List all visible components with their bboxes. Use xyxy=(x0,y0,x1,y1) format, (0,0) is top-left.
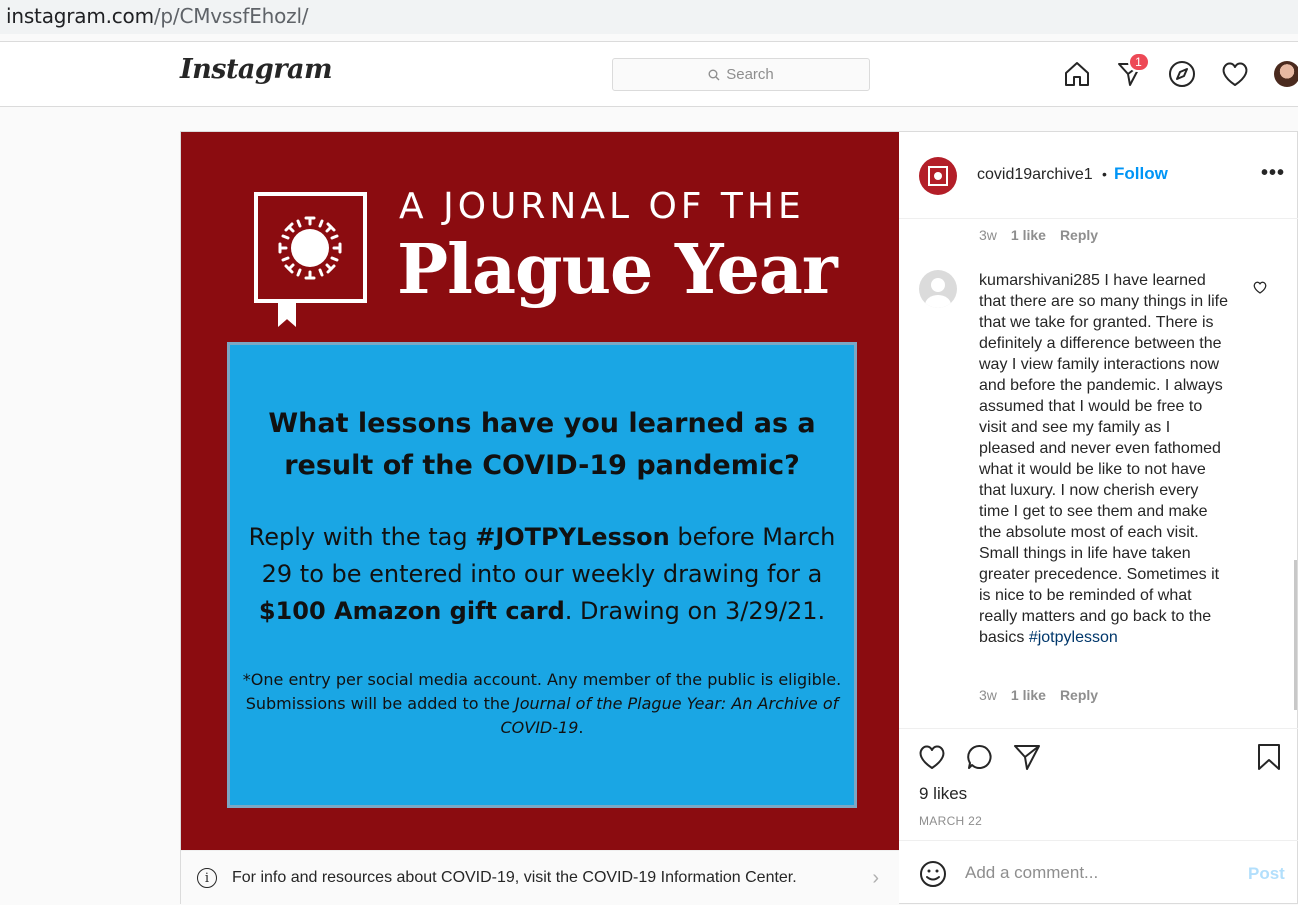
image-title-line2: Plague Year xyxy=(397,230,837,310)
reply-mid: before March 29 to be entered into our weekly drawing for a xyxy=(261,523,836,588)
commenter-avatar[interactable] xyxy=(919,270,957,308)
notification-badge: 1 xyxy=(1128,52,1150,72)
post-comment-button[interactable]: Post xyxy=(1248,864,1285,883)
direct-message-icon[interactable] xyxy=(1115,55,1145,89)
profile-avatar[interactable] xyxy=(1272,59,1298,89)
post-actions xyxy=(899,728,1298,840)
image-question: What lessons have you learned as a result of the COVID-19 pandemic? xyxy=(268,408,816,481)
reply-button[interactable]: Reply xyxy=(1059,227,1099,243)
info-icon: i xyxy=(197,868,217,888)
avatar xyxy=(1274,61,1298,87)
comments-list[interactable] xyxy=(899,220,1298,728)
reply-tag: #JOTPYLesson xyxy=(475,523,670,551)
reply-button[interactable]: Reply xyxy=(1059,687,1099,703)
like-heart-icon[interactable] xyxy=(917,742,947,772)
reply-pre: Reply with the tag xyxy=(248,523,476,551)
comment-bubble-icon[interactable] xyxy=(965,742,995,772)
post-header xyxy=(899,132,1298,219)
post-side-panel xyxy=(899,132,1298,905)
previous-comment-meta xyxy=(979,227,1098,243)
post-container xyxy=(180,131,1298,904)
account-username[interactable]: covid19archive1 xyxy=(977,166,1093,183)
fine-pre: *One entry per social media account. Any member of the public is eligible. Submissions will be added to the xyxy=(242,670,842,713)
add-comment-input[interactable] xyxy=(965,863,1225,883)
url-text[interactable] xyxy=(6,4,308,28)
journal-emblem-icon xyxy=(254,192,367,303)
instagram-logo[interactable]: Instagram xyxy=(180,54,333,85)
fine-italic: Journal of the Plague Year: An Archive of COVID-19 xyxy=(500,694,839,737)
covid-info-banner[interactable] xyxy=(181,850,899,905)
image-fine-print xyxy=(230,668,854,740)
browser-url-bar[interactable] xyxy=(0,0,1298,34)
likes-count[interactable]: 9 likes xyxy=(919,784,968,803)
explore-icon[interactable] xyxy=(1167,59,1197,89)
comment-meta xyxy=(979,687,1098,703)
comment-age: 3w xyxy=(979,227,997,243)
search-placeholder: Search xyxy=(726,66,774,83)
comment-body: I have learned that there are so many things in life that we take for granted. There is definitely a difference between the way I view family interactions now and before the pandemic. I always assumed that I would be free to visit and see my family as I pleased and never even fathomed what it would be like to not have that luxury. I now cherish every time I get to see them and make the absolute most of each visit. Small things in life have taken greater precedence. Sometimes it is nice to be reminded of what really matters and go back to the basics xyxy=(979,272,1229,646)
image-text-box xyxy=(227,342,857,808)
comment-text xyxy=(979,270,1229,648)
comment-like-heart-icon[interactable] xyxy=(1253,281,1267,299)
search-box[interactable] xyxy=(612,58,870,91)
comment-age: 3w xyxy=(979,687,997,703)
journal-logo-icon xyxy=(928,166,948,186)
add-comment-bar xyxy=(899,840,1298,905)
top-nav xyxy=(0,41,1298,107)
image-reply-text xyxy=(230,519,854,630)
reply-prize: $100 Amazon gift card xyxy=(258,597,565,625)
url-host: instagram.com xyxy=(6,4,154,28)
more-options-icon[interactable]: ••• xyxy=(1261,162,1286,184)
chevron-right-icon: › xyxy=(872,866,879,889)
comment-hashtag[interactable]: #jotpylesson xyxy=(1028,629,1118,646)
image-title-line1: A JOURNAL OF THE xyxy=(399,186,805,227)
search-icon xyxy=(708,69,720,81)
activity-heart-icon[interactable] xyxy=(1220,59,1250,89)
comments-scrollbar[interactable] xyxy=(1294,560,1297,710)
url-path: /p/CMvssfEhozl/ xyxy=(153,4,309,28)
nav-icons xyxy=(1062,55,1298,89)
save-bookmark-icon[interactable] xyxy=(1254,742,1284,772)
share-icon[interactable] xyxy=(1012,742,1042,772)
commenter-username[interactable]: kumarshivani285 xyxy=(979,272,1100,289)
emoji-icon[interactable] xyxy=(919,860,947,893)
covid-info-text: For info and resources about COVID-19, visit the COVID-19 Information Center. xyxy=(232,869,797,886)
header-separator: • xyxy=(1102,166,1107,182)
post-date[interactable]: MARCH 22 xyxy=(919,814,983,828)
bookmark-ribbon xyxy=(278,299,296,327)
follow-button[interactable]: Follow xyxy=(1114,164,1168,183)
fine-post: . xyxy=(578,718,584,737)
reply-post: . Drawing on 3/29/21. xyxy=(564,597,826,625)
comment-likes[interactable]: 1 like xyxy=(1010,227,1046,243)
account-avatar[interactable] xyxy=(919,157,957,195)
comment-likes[interactable]: 1 like xyxy=(1010,687,1046,703)
home-icon[interactable] xyxy=(1062,59,1092,89)
post-image[interactable] xyxy=(181,132,899,850)
